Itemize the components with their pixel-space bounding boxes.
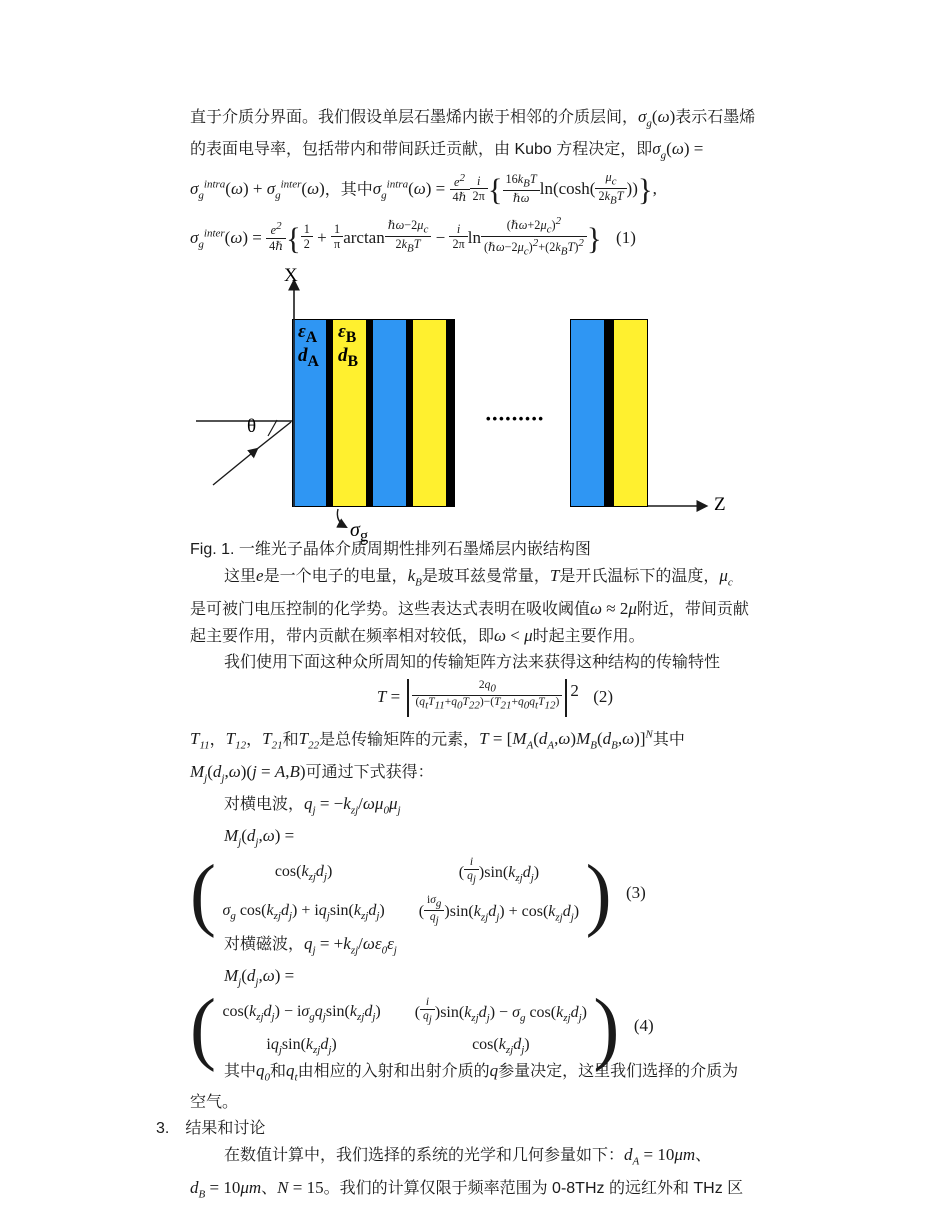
paragraph-line: 在数值计算中，我们选择的系统的光学和几何参量如下：$d_A = 10\mu m$、 (224, 1145, 712, 1168)
epsilon-b-label: $\varepsilon_B$ (338, 321, 357, 347)
epsilon-a-label: $\varepsilon_A$ (298, 321, 318, 347)
section-3-title: 结果和讨论 (185, 1120, 266, 1138)
equation-3-matrix: ( $\cos(k_{zj}d_j)$ ( $\frac{i}{q_j}$ )$\sin(k_{zj}d_j)$ $\sigma_g$ $\cos(k_{zj}d_j) + iq_j\sin(k_{zj}d_j)$ ( $i\sigma_g$ $q_j$ )$\sin(k_{zj}d_j) + \cos(k_{zj}d_j)$ ) (3) (190, 847, 646, 939)
matrix-3-cell-22: ( $i\sigma_g$ $q_j$ )$\sin(k_{zj}d_j) + \cos(k_{zj}d_j)$ (418, 894, 580, 927)
matrix-3-grid (222, 855, 580, 929)
matrix-4-cell-21: $iq_j\sin(k_{zj}d_j)$ (266, 1035, 337, 1057)
paragraph-line: $M_j(d_j,\omega)(j = A,B)$可通过下式获得： (190, 761, 434, 785)
ellipsis-dots: ••••••••• (486, 411, 545, 427)
section-3-heading (156, 1116, 800, 1142)
equation-2 (190, 676, 800, 722)
paragraph-line: 对横电波，$q_j = -k_{zj}/\omega\mu_0\mu_j$ (224, 794, 401, 817)
matrix-4-cell-12: ( $\frac{i}{q_j}$ )$\sin(k_{zj}d_j) - \sigma_g$ $\cos(k_{zj}d_j)$ (414, 995, 587, 1026)
theta-angle-label: θ (247, 416, 257, 438)
x-axis-label: X (284, 265, 298, 287)
paragraph-line: 是可被门电压控制的化学势。这些表达式表明在吸收阈值ω ≈ 2μ附近，带间贡献 (190, 598, 749, 618)
page-body (156, 104, 800, 1207)
matrix-3-cell-12: ( $\frac{i}{q_j}$ )$\sin(k_{zj}d_j)$ (458, 855, 540, 886)
paragraph-line: $d_B = 10\mu m$、N = 15。我们的计算仅限于频率范围为 0-8THz 的远红外和 THz 区 (190, 1177, 744, 1201)
paragraph-line: $M_j(d_j,\omega)$ = (224, 966, 295, 989)
figure-1-caption: Fig. 1. 一维光子晶体介质周期性排列石墨烯层内嵌结构图 (190, 541, 591, 559)
paragraph-line: 空气。 (190, 1094, 239, 1112)
equation-2-numerator: $2q_0$ (412, 679, 562, 696)
paragraph-line: 其中$q_0$和$q_t$由相应的入射和出射介质的q参量决定，这里我们选择的介质为 (224, 1061, 739, 1084)
equation-1-number: (1) (616, 227, 636, 247)
paragraph-line: 我们使用下面这种众所周知的传输矩阵方法来获得这种结构的传输特性 (224, 653, 721, 671)
equation-3-number: (3) (626, 882, 646, 902)
matrix-3-cell-11: $\cos(k_{zj}d_j)$ (274, 862, 333, 884)
equation-2-fraction (412, 679, 562, 712)
section-3-number: 3. (156, 1120, 170, 1138)
paragraph-line: 直于介质分界面。我们假设单层石墨烯内嵌于相邻的介质层间，$\sigma_g(\omega)$表示石墨烯 (190, 107, 756, 130)
equation-1-line-b (190, 214, 800, 265)
figure-axes-drawing (0, 265, 952, 537)
sigma-g-label: $\sigma_g$ (350, 519, 369, 546)
paragraph-line: 对横磁波，$q_j = +k_{zj}/\omega\varepsilon_0\varepsilon_j$ (224, 933, 397, 957)
equation-2-lhs: T = (376, 686, 405, 706)
d-b-label: $d_B$ (338, 345, 359, 371)
paragraph-line: 的表面电导率，包括带内和带间跃迁贡献，由 Kubo 方程决定，即$\sigma_g(\omega)$ = (190, 139, 704, 162)
sigma-g-pointer-arrow (337, 509, 346, 527)
matrix-4-cell-22: $\cos(k_{zj}d_j)$ (472, 1035, 530, 1057)
equation-4-number: (4) (633, 1016, 654, 1036)
z-axis-label: Z (714, 494, 726, 516)
abs-bar-right (565, 679, 567, 717)
equation-1-line-a: $\sigma_g^{intra}(\omega) + \sigma_g^{inter}(\omega)$，其中$\sigma_g^{intra}(\omega)$ = $e^2$ 4ℏ $\frac{i}{2\pi}$ { $16k_BT$ ℏω ln(cosh( $\mu_c$ $2k_BT$ ))}, (190, 169, 657, 208)
matrix-4-cell-11: $\cos(k_{zj}d_j) - i\sigma_gq_j\sin(k_{zj}d_j)$ (222, 1002, 381, 1023)
incident-ray-arrow (213, 449, 257, 485)
equation-2-number: (2) (593, 686, 614, 706)
paragraph-line: $M_j(d_j,\omega)$ = (224, 826, 295, 849)
d-a-label: $d_A$ (298, 345, 319, 371)
equation-4-matrix: ( $\cos(k_{zj}d_j) - i\sigma_gq_j\sin(k_{zj}d_j)$ ( $\frac{i}{q_j}$ )$\sin(k_{zj}d_j) - \sigma_g$ $\cos(k_{zj}d_j)$ $iq_j\sin(k_{zj}d_j)$ $\cos(k_{zj}d_j)$ ) (4) (190, 980, 654, 1073)
paragraph-line: $T_{11}$，$T_{12}$，$T_{21}$和$T_{22}$是总传输矩阵的元素，$T = [M_A(d_A,\omega)M_B(d_B,\omega)]^N$其中 (190, 728, 685, 752)
equation-2-exponent: 2 (570, 680, 579, 700)
paragraph-line: 这里e是一个电子的电量，$k_B$是玻耳兹曼常量，T是开氏温标下的温度，$\mu_c$ (224, 566, 733, 589)
equation-2-denominator: $(q_tT_{11}+q_0T_{22})-(T_{21}+q_0q_tT_{12})$ (415, 696, 560, 712)
paragraph-line: 起主要作用，带内贡献在频率相对较低，即ω < μ时起主要作用。 (190, 625, 645, 645)
equation-1-body: $\sigma_g^{inter}(\omega)$ = $e^2$ 4ℏ { $\frac{1}{2}$ + $\frac{1}{\pi}$ arctan $\hbar\omega-2\mu_c$ $2k_BT$ − $\frac{i}{2\pi}$ ln $(\hbar\omega+2\mu_c)^2$ $(\hbar\omega-2\mu_c)^2+(2k_BT)^2$ } (190, 214, 602, 258)
incident-ray (252, 422, 291, 453)
figure-1 (0, 265, 952, 546)
matrix-3-cell-21: $\sigma_g$ $\cos(k_{zj}d_j) + iq_j\sin(k_{zj}d_j)$ (222, 902, 385, 923)
abs-bar-left (407, 679, 409, 717)
